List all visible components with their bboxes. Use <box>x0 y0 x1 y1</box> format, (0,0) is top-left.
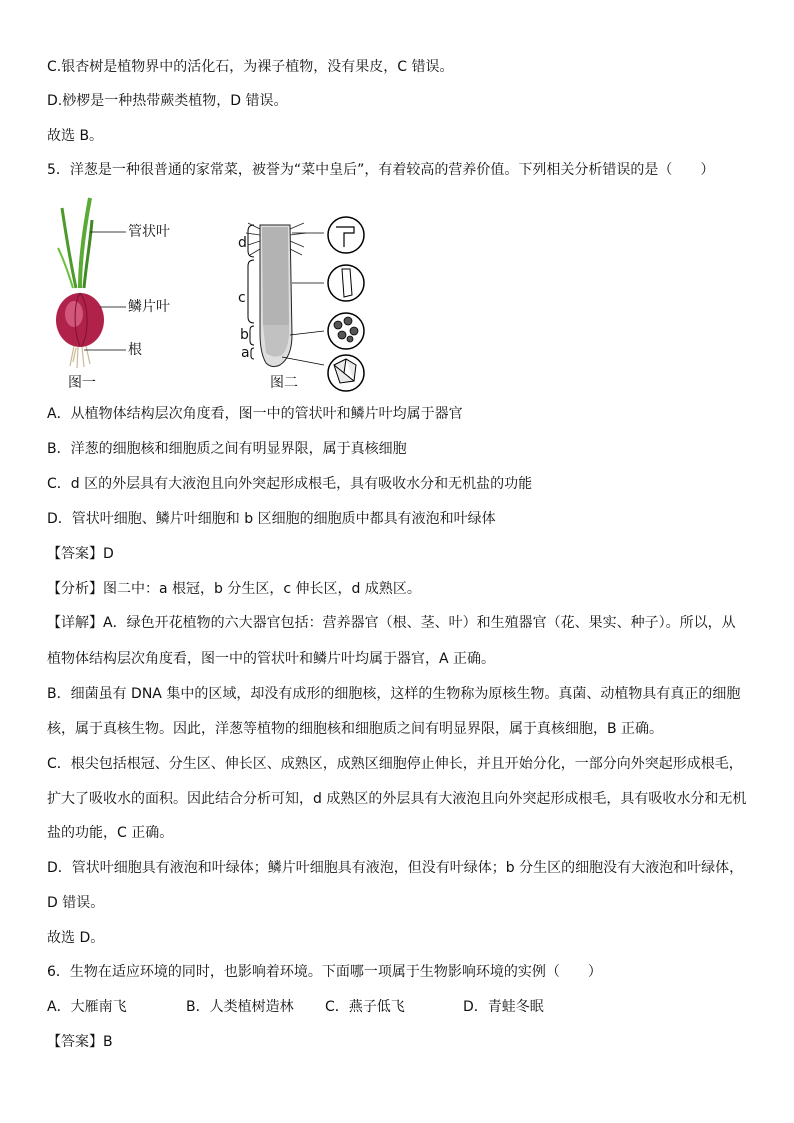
q6-option-d: D．青蛙冬眠 <box>463 999 544 1015</box>
option-b: B．洋葱的细胞核和细胞质之间有明显界限，属于真核细胞 <box>47 441 407 457</box>
figure-2-caption: 图二 <box>270 375 298 391</box>
q6-option-c: C．燕子低飞 <box>325 999 405 1015</box>
text-line: D.桫椤是一种热带蕨类植物，D 错误。 <box>47 93 288 109</box>
q6-option-b: B．人类植树造林 <box>186 999 294 1015</box>
answer-5: 【答案】D <box>47 546 114 562</box>
detail-line: D 错误。 <box>47 895 105 911</box>
onion-illustration <box>40 190 200 395</box>
detail-line: 【详解】A．绿色开花植物的六大器官包括：营养器官（根、茎、叶）和生殖器官（花、果实、种子）。所以，从 <box>47 615 736 631</box>
zone-label-c: c <box>238 290 246 306</box>
detail-line: 扩大了吸收水的面积。因此结合分析可知，d 成熟区的外层具有大液泡且向外突起形成根毛，具有吸收水分和无机 <box>47 791 747 807</box>
label-scale-leaf: 鳞片叶 <box>128 299 170 315</box>
figure-onion <box>40 190 200 395</box>
root-tip-illustration <box>232 205 382 395</box>
question-6-stem: 6．生物在适应环境的同时，也影响着环境。下面哪一项属于生物影响环境的实例（ ） <box>47 964 602 980</box>
option-d: D．管状叶细胞、鳞片叶细胞和 b 区细胞的细胞质中都具有液泡和叶绿体 <box>47 511 496 527</box>
detail-line: B．细菌虽有 DNA 集中的区域，却没有成形的细胞核，这样的生物称为原核生物。真菌、动植物具有真正的细胞 <box>47 686 741 702</box>
detail-line: C．根尖包括根冠、分生区、伸长区、成熟区，成熟区细胞停止伸长，并且开始分化，一部分向外突起形成根毛， <box>47 756 743 772</box>
text-line: 故选 B。 <box>47 128 104 144</box>
analysis-5: 【分析】图二中：a 根冠，b 分生区，c 伸长区，d 成熟区。 <box>47 581 421 597</box>
zone-label-a: a <box>241 345 250 361</box>
detail-line: 核，属于真核生物。因此，洋葱等植物的细胞核和细胞质之间有明显界限，属于真核细胞，B 正确。 <box>47 721 664 737</box>
option-a: A．从植物体结构层次角度看，图一中的管状叶和鳞片叶均属于器官 <box>47 406 463 422</box>
question-5-stem: 5．洋葱是一种很普通的家常菜，被誉为“菜中皇后”，有着较高的营养价值。下列相关分析错误的是（ ） <box>47 162 715 178</box>
label-root: 根 <box>128 342 142 358</box>
answer-6: 【答案】B <box>47 1034 113 1050</box>
detail-line: D．管状叶细胞具有液泡和叶绿体；鳞片叶细胞具有液泡，但没有叶绿体；b 分生区的细胞没有大液泡和叶绿体， <box>47 860 744 876</box>
text-line: C.银杏树是植物界中的活化石，为裸子植物，没有果皮，C 错误。 <box>47 59 454 75</box>
label-tube-leaf: 管状叶 <box>128 224 170 240</box>
zone-label-b: b <box>240 327 249 343</box>
q6-option-a: A．大雁南飞 <box>47 999 127 1015</box>
option-c: C．d 区的外层具有大液泡且向外突起形成根毛，具有吸收水分和无机盐的功能 <box>47 476 533 492</box>
detail-line: 盐的功能，C 正确。 <box>47 825 174 841</box>
selection-5: 故选 D。 <box>47 930 105 946</box>
detail-line: 植物体结构层次角度看，图一中的管状叶和鳞片叶均属于器官，A 正确。 <box>47 651 496 667</box>
figure-root-tip <box>232 205 382 395</box>
figure-1-caption: 图一 <box>68 375 96 391</box>
zone-label-d: d <box>238 235 247 251</box>
